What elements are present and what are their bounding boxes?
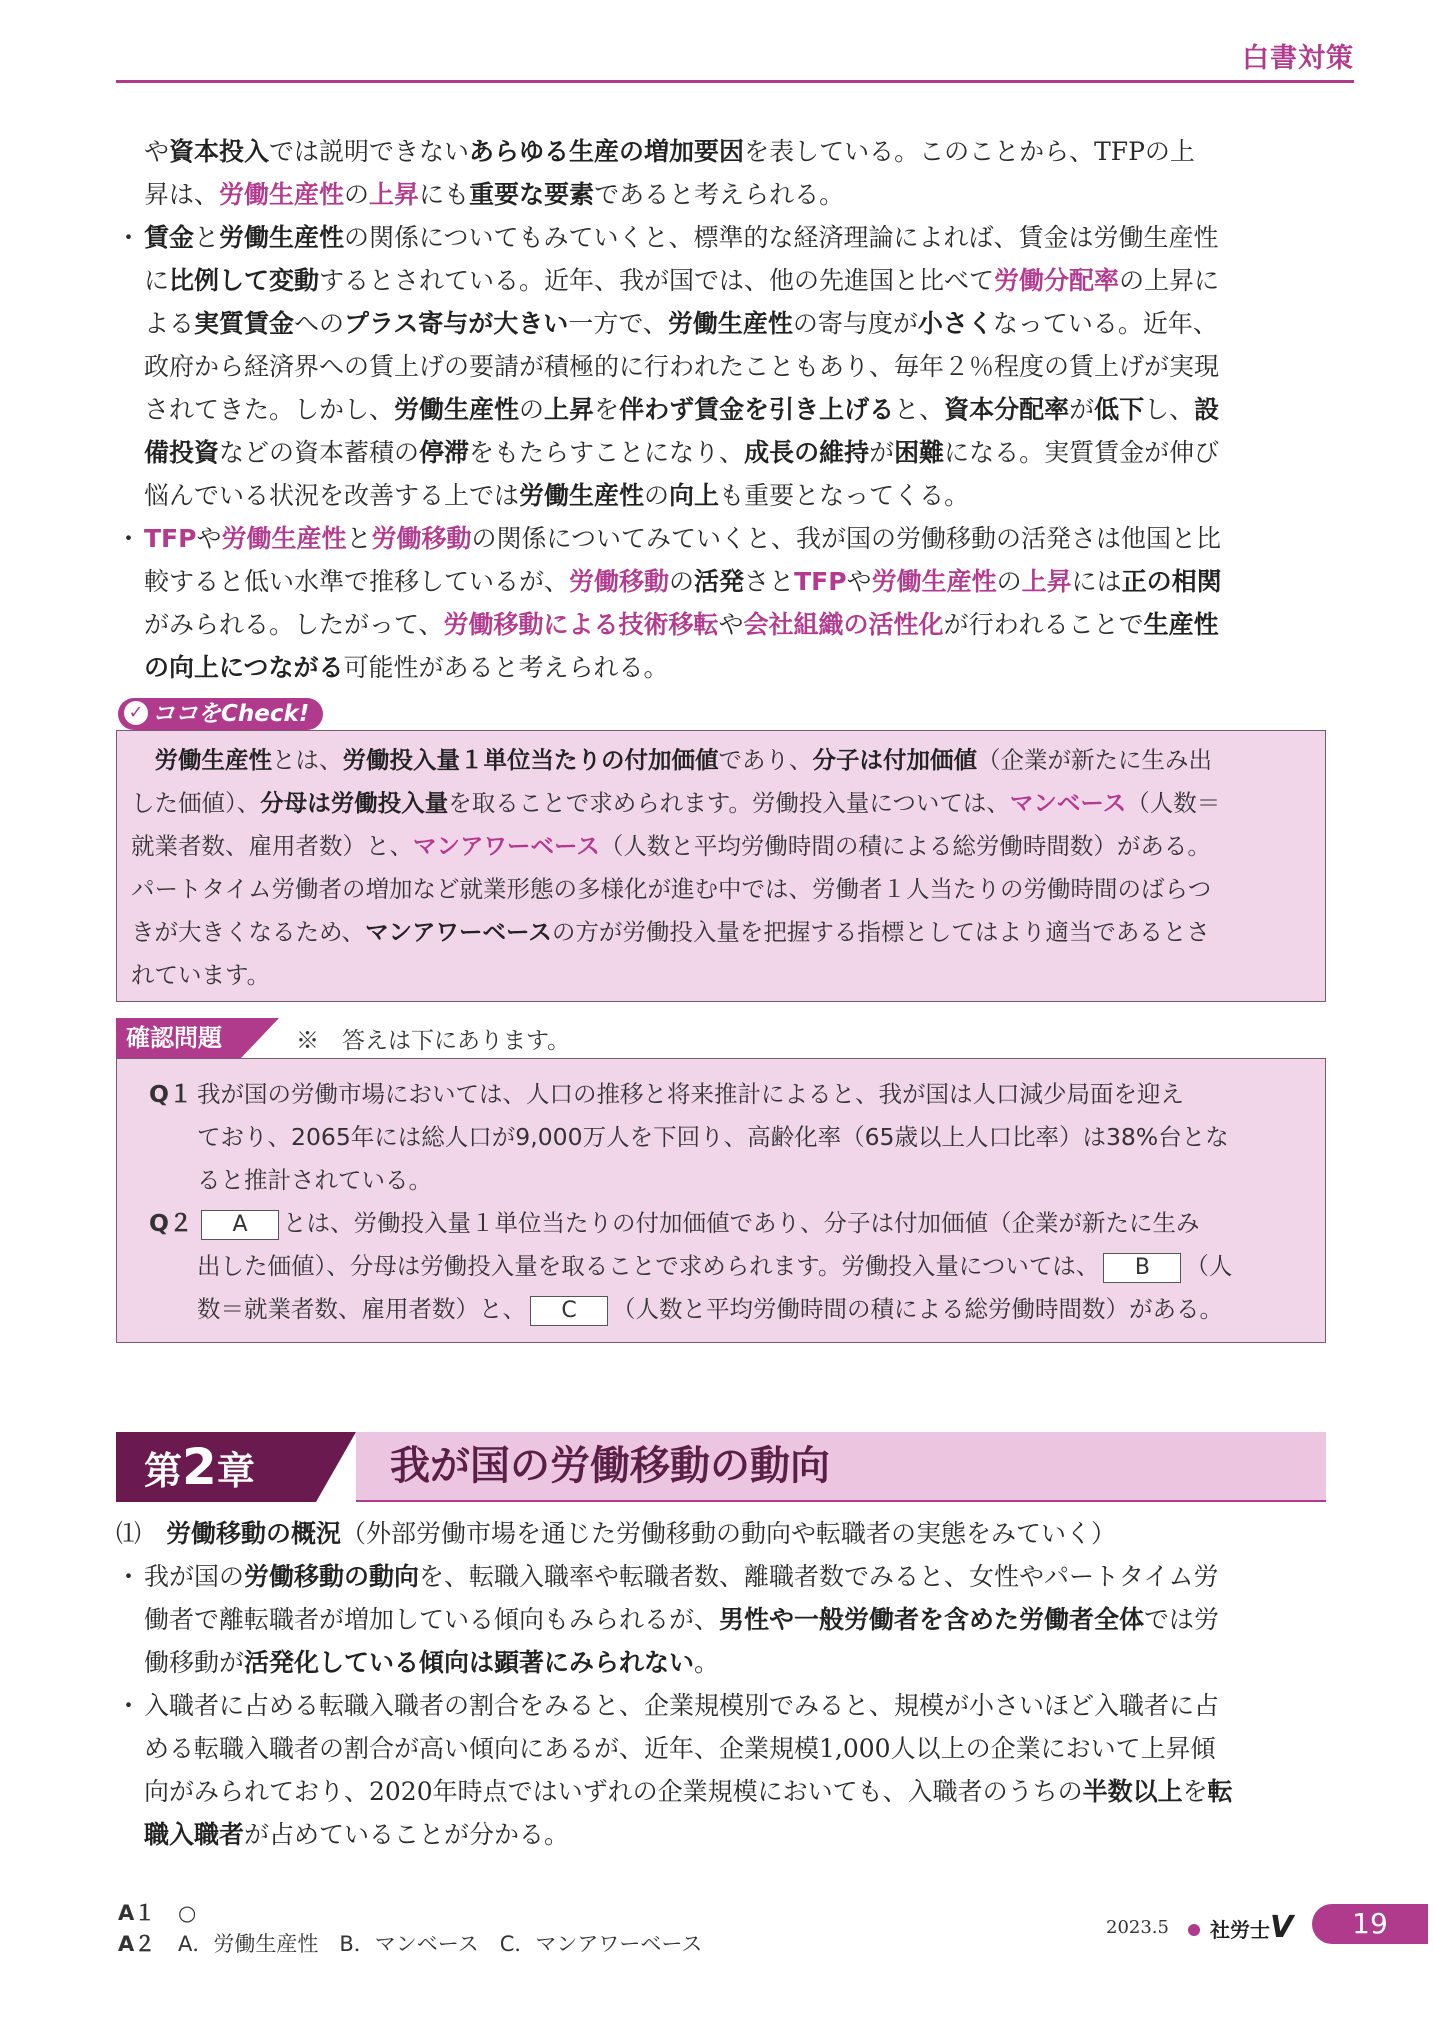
text-line (116, 517, 1326, 560)
bullet-lines (116, 216, 1326, 517)
bold-term: 困難 (894, 438, 945, 467)
text-line (116, 1684, 1326, 1727)
text-line (116, 474, 1326, 517)
highlight-term: マンベース (1009, 789, 1127, 817)
q2-text-2b: （人 (1185, 1252, 1233, 1280)
chapter-heading (116, 1432, 1326, 1502)
text-run: よる (144, 309, 195, 338)
text-run: した価値）、 (131, 789, 261, 817)
text-run: める転職入職者の割合が高い傾向にあるが、近年、企業規模1,000人以上の企業において上昇傾 (144, 1734, 1216, 1763)
bold-term: マンアワーベース (365, 918, 552, 946)
text-line (116, 259, 1326, 302)
bold-term: 労働投入量１単位当たりの付加価値 (342, 746, 719, 774)
text-run: では説明できない (269, 137, 470, 166)
text-line (116, 560, 1326, 603)
bold-term: 上昇 (544, 395, 595, 424)
bold-term: 資本分配率 (944, 395, 1070, 424)
text-run: を取ることで求められます。労働投入量については、 (448, 789, 1010, 817)
bold-term: プラス寄与が大きい (344, 309, 569, 338)
check-line (131, 782, 1313, 825)
q1-text-2: ており、2065年には総人口が9,000万人を下回り、高齢化率（65歳以上人口比率）は38%台とな (197, 1123, 1229, 1151)
bold-term: 生産性 (1143, 610, 1219, 639)
q2-text-3b: （人数と平均労働時間の積による総労働時間数）がある。 (612, 1295, 1223, 1323)
text-run: の関係についてみていくと、我が国の労働移動の活発さは他国と比 (471, 524, 1222, 553)
text-line-body (144, 223, 1219, 252)
text-run: も重要となってくる。 (719, 481, 970, 510)
text-run: さと (744, 567, 795, 596)
text-run: が (1069, 395, 1095, 424)
text-run: の上昇に (1119, 266, 1220, 295)
q1-number: Q１ (149, 1080, 193, 1108)
bold-term: 労働生産性 (219, 223, 345, 252)
section-1 (116, 1512, 1326, 1856)
bold-term: 賃金 (144, 223, 195, 252)
highlight-term: TFP (794, 567, 847, 596)
chapter-suffix: 章 (216, 1449, 255, 1493)
bold-term: 重要な要素 (469, 180, 595, 209)
q2-line-2 (149, 1245, 1325, 1288)
highlight-term: TFP (144, 524, 197, 553)
bold-term: 労働生産性 (154, 746, 272, 774)
text-run: 一方で、 (568, 309, 668, 338)
blank-b: B (1103, 1253, 1181, 1283)
text-run: の関係についてもみていくと、標準的な経済理論によれば、賃金は労働生産性 (344, 223, 1219, 252)
text-line-body (144, 524, 1221, 553)
text-run: に (144, 266, 170, 295)
text-run: の (669, 567, 695, 596)
text-run: であると考えられる。 (594, 180, 845, 209)
text-line (116, 1727, 1326, 1770)
check-line (131, 954, 1313, 997)
text-run: の寄与度が (792, 309, 918, 338)
highlight-term: 労働生産性 (219, 180, 345, 209)
text-run (131, 746, 155, 774)
chapter-number (116, 1432, 316, 1502)
text-run: などの資本蓄積の (219, 438, 420, 467)
text-run: 較すると低い水準で推移しているが、 (144, 567, 570, 596)
text-run: が (869, 438, 895, 467)
q2-text-3a: 数＝就業者数、雇用者数）と、 (197, 1295, 526, 1323)
text-run: や (846, 567, 872, 596)
q1-line (149, 1073, 1325, 1116)
text-run: （外部労働市場を通じた労働移動の動向や転職者の実態をみていく） (341, 1519, 1117, 1548)
bold-term: 設 (1194, 395, 1220, 424)
issue-date: 2023.5 (1106, 1917, 1169, 1938)
text-run: をもたらすことになり、 (469, 438, 745, 467)
bold-term: 比例して変動 (169, 266, 320, 295)
answer-1-value: ○ (178, 1901, 197, 1925)
bold-term: の向上につながる (144, 653, 344, 682)
text-run: や (718, 610, 744, 639)
bold-term: 分子は付加価値 (812, 746, 977, 774)
text-run: れています。 (131, 961, 271, 989)
text-line (116, 345, 1326, 388)
text-line (116, 1641, 1326, 1684)
highlight-term: 労働分配率 (994, 266, 1120, 295)
bold-term: 備投資 (144, 438, 220, 467)
intro-line (116, 173, 1326, 216)
quiz-note: ※ 答えは下にあります。 (296, 1028, 571, 1054)
highlight-term: 上昇 (1021, 567, 1072, 596)
bold-term: 資本投入 (169, 137, 270, 166)
text-run: し、 (1144, 395, 1195, 424)
bold-term: 職入職者 (144, 1820, 245, 1849)
header-title: 白書対策 (1242, 43, 1354, 74)
bullet-mark: ・ (116, 1691, 142, 1720)
highlight-term: 労働生産性 (221, 524, 347, 553)
quiz-box (116, 1058, 1326, 1343)
text-run: への (294, 309, 345, 338)
check-line (131, 739, 1313, 782)
q2-text-2a: 出した価値）、分母は労働投入量を取ることで求められます。労働投入量については、 (197, 1252, 1100, 1280)
text-line (116, 216, 1326, 259)
chapter-prefix: 第 (144, 1449, 183, 1493)
bullet-tfp (116, 517, 1326, 689)
text-run: の (644, 481, 670, 510)
bold-term: 分母は労働投入量 (260, 789, 449, 817)
bold-term: 転 (1207, 1777, 1233, 1806)
q2-number: Q２ (149, 1209, 193, 1237)
check-badge-label: ココをCheck! (152, 701, 310, 727)
bullet-lines (116, 517, 1326, 689)
answer-2 (118, 1929, 702, 1960)
text-run: なっている。近年、 (992, 309, 1218, 338)
text-run: きが大きくなるため、 (131, 918, 366, 946)
text-run: するとされている。近年、我が国では、他の先進国と比べて (319, 266, 995, 295)
text-run: の方が労働投入量を把握する指標としてはより適当であるとさ (551, 918, 1210, 946)
text-run: 働者で離転職者が増加している傾向もみられるが、 (144, 1605, 720, 1634)
page-number: 19 (1312, 1904, 1428, 1944)
answer-1 (118, 1898, 702, 1929)
check-badge (118, 698, 323, 730)
text-line (116, 1555, 1326, 1598)
bullet-dot-icon (1188, 1924, 1200, 1936)
text-line (116, 302, 1326, 345)
header-rule (116, 80, 1354, 83)
bold-term: 労働移動の概況 (166, 1519, 342, 1548)
text-run: にも (419, 180, 470, 209)
text-run: 就業者数、雇用者数）と、 (131, 832, 413, 860)
text-run: を表している。このことから、TFPの上 (744, 137, 1195, 166)
q1-text: 我が国の労働市場においては、人口の推移と将来推計によると、我が国は人口減少局面を迎え (197, 1080, 1184, 1108)
text-run: や (144, 137, 170, 166)
highlight-term: マンアワーベース (413, 832, 600, 860)
text-line (116, 1813, 1326, 1856)
check-line (131, 825, 1313, 868)
bold-term: 半数以上 (1082, 1777, 1183, 1806)
highlight-term: 労働移動による技術移転 (443, 610, 719, 639)
chapter-num: 2 (182, 1438, 217, 1496)
quiz-label: 確認問題 (116, 1018, 241, 1058)
text-run: （人数と平均労働時間の積による総労働時間数）がある。 (599, 832, 1211, 860)
text-run: ⑴ (116, 1519, 167, 1548)
bullet-mark: ・ (116, 524, 142, 553)
text-line (116, 1770, 1326, 1813)
bold-term: 労働生産性 (394, 395, 520, 424)
text-run: を (594, 395, 620, 424)
q2-line-3 (149, 1288, 1325, 1331)
text-line (116, 431, 1326, 474)
q1-text-3: ると推計されている。 (197, 1166, 432, 1194)
text-line (116, 603, 1326, 646)
bold-term: 男性や一般労働者を含めた労働者全体 (719, 1605, 1145, 1634)
text-line (116, 1598, 1326, 1641)
check-line (131, 868, 1313, 911)
answers (118, 1898, 702, 1960)
text-line-body (144, 1691, 1219, 1720)
text-run: や (196, 524, 222, 553)
check-line (131, 911, 1313, 954)
bullet-mark: ・ (116, 223, 142, 252)
brand-v: V (1270, 1910, 1294, 1945)
text-run: 悩んでいる状況を改善する上では (144, 481, 520, 510)
bullet-mark: ・ (116, 1562, 142, 1591)
text-run: の (996, 567, 1022, 596)
bold-term: 停滞 (419, 438, 470, 467)
text-line-body (144, 1562, 1219, 1591)
text-run: 向がみられており、2020年時点ではいずれの企業規模においても、入職者のうちの (144, 1777, 1083, 1806)
brand-text: 社労士 (1210, 1918, 1270, 1942)
bold-term: 伴わず賃金を引き上げる (619, 395, 895, 424)
check-lines (131, 739, 1313, 997)
answer-2-value: A．労働生産性 B．マンベース C．マンアワーベース (178, 1932, 703, 1956)
bold-term: 活発化している傾向は顕著にみられない (244, 1648, 695, 1677)
highlight-term: 労働移動 (569, 567, 670, 596)
text-run: 入職者に占める転職入職者の割合をみると、企業規模別でみると、規模が小さいほど入職者に占 (144, 1691, 1220, 1720)
blank-a: A (201, 1210, 279, 1240)
text-run: と (346, 524, 372, 553)
text-run: では労 (1144, 1605, 1220, 1634)
text-run: 昇は、 (144, 180, 220, 209)
text-run: 我が国の (144, 1562, 245, 1591)
text-run: を (1182, 1777, 1208, 1806)
bold-term: 労働生産性 (519, 481, 645, 510)
bold-term: 正の相関 (1121, 567, 1222, 596)
text-run: の (519, 395, 545, 424)
text-run: されてきた。しかし、 (144, 395, 395, 424)
blank-c: C (530, 1296, 608, 1326)
highlight-term: 会社組織の活性化 (743, 610, 944, 639)
quiz-label-tail (241, 1018, 279, 1058)
chapter-title: 我が国の労働移動の動向 (356, 1432, 1326, 1502)
bold-term: 小さく (917, 309, 993, 338)
highlight-term: 上昇 (369, 180, 420, 209)
text-run: と、 (894, 395, 945, 424)
bold-term: 成長の維持 (744, 438, 870, 467)
q2-line (149, 1202, 1325, 1245)
text-run: （人数＝ (1126, 789, 1221, 817)
answer-2-label: A２ (118, 1932, 156, 1956)
text-run: 。 (694, 1648, 720, 1677)
text-run: には (1071, 567, 1122, 596)
text-run: であり、 (718, 746, 813, 774)
text-run: の (344, 180, 370, 209)
bold-term: 労働移動の動向 (244, 1562, 420, 1591)
text-line (116, 388, 1326, 431)
q2-text: とは、労働投入量１単位当たりの付加価値であり、分子は付加価値（企業が新たに生み (283, 1209, 1200, 1237)
check-icon: ✓ (124, 701, 148, 725)
section-bullet (116, 1555, 1326, 1684)
answer-1-label: A１ (118, 1901, 156, 1925)
bold-term: あらゆる生産の増加要因 (469, 137, 745, 166)
text-run: パートタイム労働者の増加など就業形態の多様化が進む中では、労働者１人当たりの労働時間のばらつ (131, 875, 1212, 903)
text-run: がみられる。したがって、 (144, 610, 444, 639)
magazine-logo (1210, 1910, 1293, 1945)
text-run: とは、 (272, 746, 343, 774)
text-run: が占めていることが分かる。 (244, 1820, 570, 1849)
bold-term: 労働生産性 (667, 309, 793, 338)
text-run: 可能性があると考えられる。 (343, 653, 669, 682)
chapter-slant (316, 1432, 356, 1502)
text-run: と (194, 223, 220, 252)
text-run: （企業が新たに生み出 (977, 746, 1212, 774)
highlight-term: 労働移動 (371, 524, 472, 553)
bold-term: 活発 (694, 567, 745, 596)
highlight-term: 労働生産性 (871, 567, 997, 596)
text-run: を、転職入職率や転職者数、離職者数でみると、女性やパートタイム労 (419, 1562, 1219, 1591)
text-run: になる。実質賃金が伸び (944, 438, 1220, 467)
text-run: 政府から経済界への賃上げの要請が積極的に行われたこともあり、毎年２％程度の賃上げが実現 (144, 352, 1220, 381)
bullet-wages (116, 216, 1326, 517)
text-run: が行われることで (943, 610, 1144, 639)
section-heading (116, 1512, 1326, 1555)
intro-line (116, 130, 1326, 173)
text-run: 働移動が (144, 1648, 245, 1677)
bold-term: 向上 (669, 481, 720, 510)
check-box (116, 730, 1326, 1002)
bold-term: 実質賃金 (194, 309, 295, 338)
bold-term: 低下 (1094, 395, 1145, 424)
text-line (116, 646, 1326, 689)
section-bullet (116, 1684, 1326, 1856)
intro-paragraph (116, 130, 1326, 216)
